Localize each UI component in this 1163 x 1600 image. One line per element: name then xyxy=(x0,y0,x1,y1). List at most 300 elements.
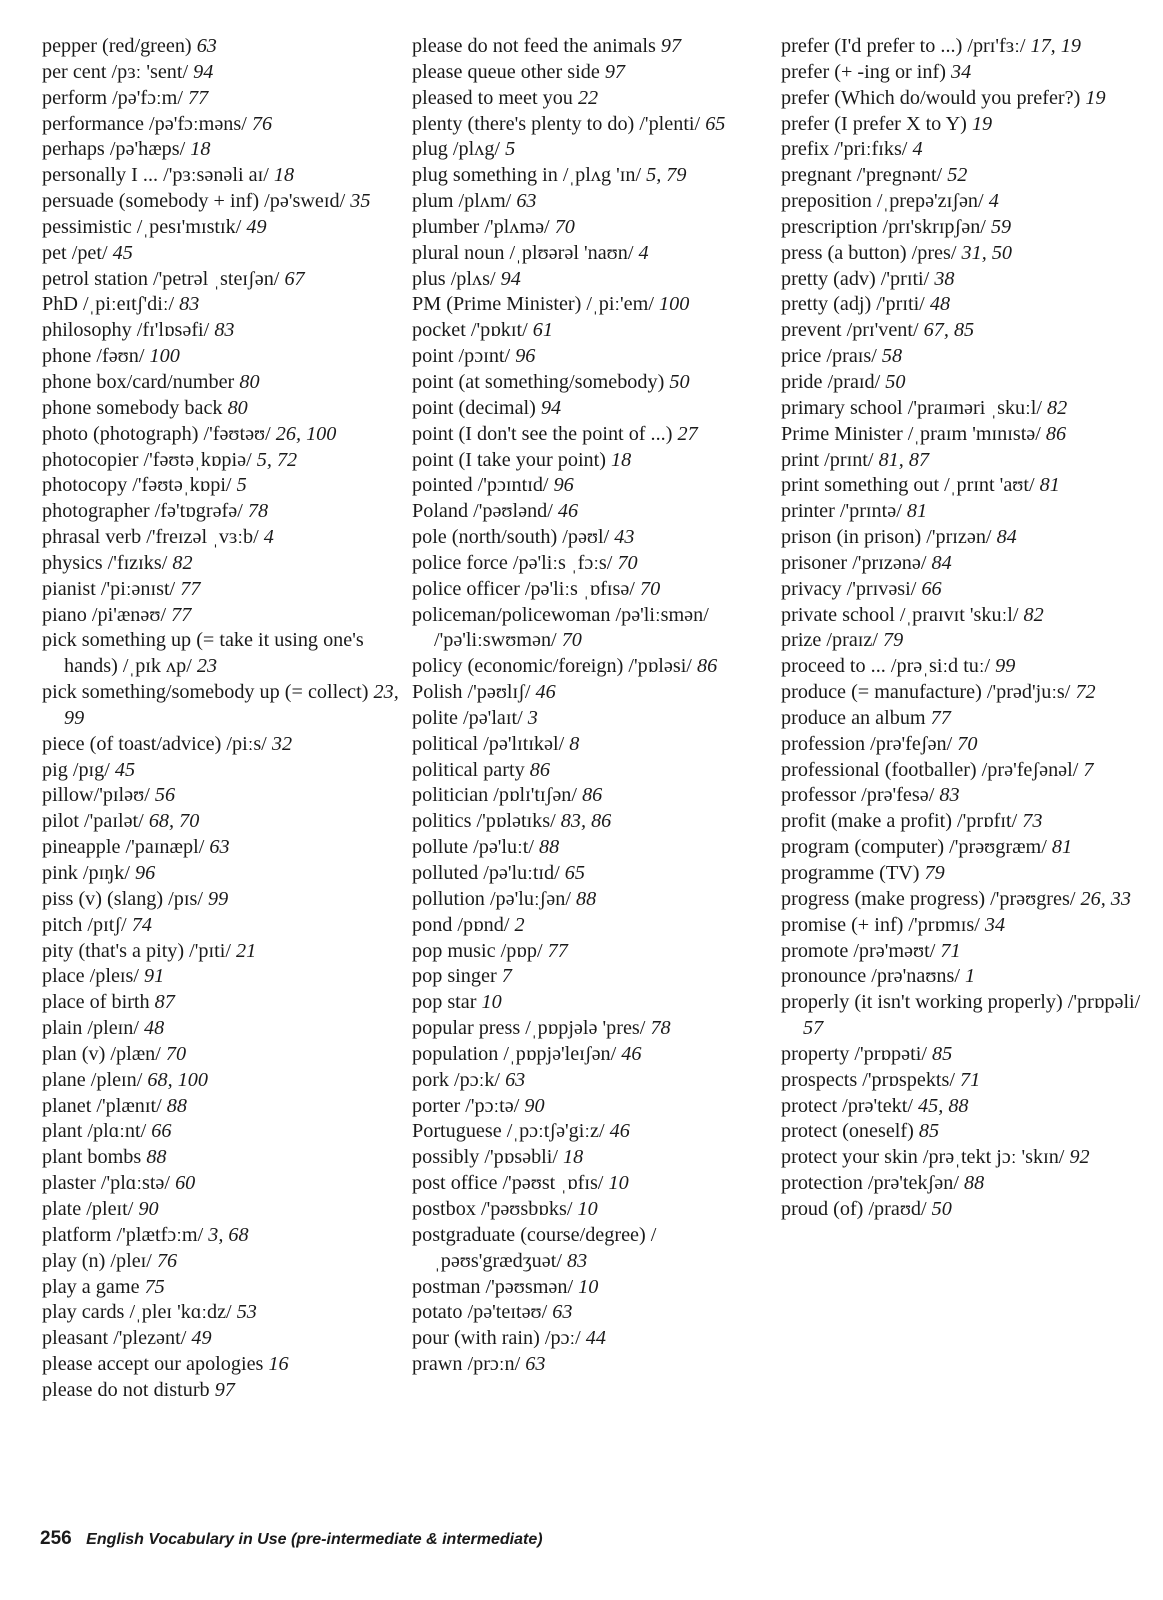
entry-word: prize /praɪz/ xyxy=(781,629,878,652)
entry-word: plum /plʌm/ xyxy=(412,190,512,213)
index-entry xyxy=(781,163,1145,189)
index-entry xyxy=(412,1352,772,1378)
entry-page-ref: 66 xyxy=(921,577,942,600)
entry-page-ref: 18 xyxy=(273,164,295,187)
book-title: English Vocabulary in Use (pre-intermediate & intermediate) xyxy=(86,1531,543,1548)
entry-page-ref: 5 xyxy=(236,474,247,497)
entry-word: profession /prə'feʃən/ xyxy=(781,732,953,755)
entry-page-ref: 70 xyxy=(561,629,582,652)
entry-word: protection /prə'tekʃən/ xyxy=(781,1172,959,1195)
index-entry xyxy=(781,887,1145,913)
index-entry xyxy=(781,577,1145,603)
index-entry xyxy=(781,1068,1145,1094)
index-entry xyxy=(781,1119,1145,1145)
entry-word: perhaps /pə'hæps/ xyxy=(42,138,186,161)
entry-page-ref: 46 xyxy=(609,1120,630,1143)
entry-page-ref: 73 xyxy=(1022,810,1043,833)
index-entry xyxy=(781,1145,1145,1171)
index-entry xyxy=(42,1016,402,1042)
entry-word: phrasal verb /'freɪzəl ˌvɜːb/ xyxy=(42,526,259,549)
index-entry xyxy=(412,1068,772,1094)
entry-word: prefix /'priːfɪks/ xyxy=(781,138,908,161)
entry-page-ref: 26, 33 xyxy=(1080,887,1131,910)
index-entry xyxy=(42,137,402,163)
index-entry xyxy=(412,448,772,474)
index-entry xyxy=(412,344,772,370)
entry-page-ref: 63 xyxy=(209,836,230,859)
entry-page-ref: 88 xyxy=(539,836,560,859)
entry-word: policeman/policewoman /pə'liːsmən/ /'pə'liːswʊmən/ xyxy=(412,603,709,652)
entry-page-ref: 76 xyxy=(156,1249,178,1272)
entry-page-ref: 67, 85 xyxy=(923,319,975,342)
entry-word: piece (of toast/advice) /piːs/ xyxy=(42,732,267,755)
entry-page-ref: 17, 19 xyxy=(1030,35,1081,57)
entry-word: proud (of) /praʊd/ xyxy=(781,1197,927,1220)
index-entry xyxy=(412,1197,772,1223)
entry-word: prisoner /'prɪzənə/ xyxy=(781,551,927,574)
entry-page-ref: 27 xyxy=(677,422,698,445)
index-entry xyxy=(412,706,772,732)
entry-word: potato /pə'teɪtəʊ/ xyxy=(412,1301,548,1324)
entry-word: philosophy /fɪ'lɒsəfi/ xyxy=(42,319,210,342)
index-entry xyxy=(412,215,772,241)
entry-word: pig /pɪg/ xyxy=(42,758,110,781)
entry-page-ref: 92 xyxy=(1069,1146,1090,1169)
entry-word: promise (+ inf) /'prɒmɪs/ xyxy=(781,913,980,936)
index-entry xyxy=(412,189,772,215)
entry-page-ref: 82 xyxy=(1047,396,1068,419)
entry-word: pork /pɔːk/ xyxy=(412,1068,501,1091)
index-entry xyxy=(42,60,402,86)
index-entry xyxy=(412,680,772,706)
index-entry xyxy=(412,783,772,809)
entry-word: pessimistic /ˌpesɪ'mɪstɪk/ xyxy=(42,215,242,238)
index-entry xyxy=(781,835,1145,861)
entry-page-ref: 50 xyxy=(931,1197,952,1220)
entry-word: pity (that's a pity) /'pɪti/ xyxy=(42,939,231,962)
index-entry xyxy=(42,1223,402,1249)
index-entry xyxy=(412,241,772,267)
entry-word: protect (oneself) xyxy=(781,1120,914,1143)
entry-page-ref: 4 xyxy=(263,526,274,549)
entry-page-ref: 53 xyxy=(236,1301,257,1324)
entry-word: produce (= manufacture) /'prəd'juːs/ xyxy=(781,681,1071,704)
entry-word: place of birth xyxy=(42,991,150,1014)
index-entry xyxy=(42,1249,402,1275)
entry-word: pop music /pɒp/ xyxy=(412,939,543,962)
index-entry xyxy=(781,525,1145,551)
index-entry xyxy=(412,1326,772,1352)
entry-page-ref: 34 xyxy=(984,913,1006,936)
entry-page-ref: 70 xyxy=(639,577,661,600)
index-entry xyxy=(412,396,772,422)
entry-word: property /'prɒpəti/ xyxy=(781,1042,927,1065)
entry-word: protect /prə'tekt/ xyxy=(781,1094,913,1117)
index-entry xyxy=(42,1352,402,1378)
index-entry xyxy=(781,137,1145,163)
index-entry xyxy=(412,990,772,1016)
entry-page-ref: 81 xyxy=(906,500,928,523)
index-entry xyxy=(412,577,772,603)
entry-word: PM (Prime Minister) /ˌpiː'em/ xyxy=(412,293,654,316)
entry-page-ref: 5 xyxy=(505,138,516,161)
entry-page-ref: 77 xyxy=(180,577,201,600)
entry-word: perform /pə'fɔːm/ xyxy=(42,86,183,109)
entry-page-ref: 63 xyxy=(552,1301,573,1324)
entry-page-ref: 78 xyxy=(247,500,269,523)
entry-page-ref: 70 xyxy=(554,215,575,238)
entry-word: Poland /'pəʊlənd/ xyxy=(412,500,553,523)
index-entry xyxy=(412,835,772,861)
entry-word: plug /plʌg/ xyxy=(412,138,501,161)
entry-word: post office /'pəʊst ˌɒfɪs/ xyxy=(412,1172,604,1195)
entry-page-ref: 81 xyxy=(1039,474,1060,497)
entry-word: piano /pi'ænəʊ/ xyxy=(42,603,167,626)
entry-word: policy (economic/foreign) /'pɒləsi/ xyxy=(412,655,692,678)
index-entry xyxy=(781,732,1145,758)
entry-word: plumber /'plʌmə/ xyxy=(412,215,550,238)
index-entry xyxy=(42,344,402,370)
entry-word: plate /pleɪt/ xyxy=(42,1197,134,1220)
entry-word: police force /pə'liːs ˌfɔːs/ xyxy=(412,551,613,574)
entry-word: please queue other side xyxy=(412,60,600,83)
index-entry xyxy=(412,318,772,344)
entry-word: prefer (+ -ing or inf) xyxy=(781,60,946,83)
entry-word: prefer (Which do/would you prefer?) xyxy=(781,86,1081,109)
entry-page-ref: 65 xyxy=(705,112,726,135)
index-entry xyxy=(412,163,772,189)
entry-word: pianist /'piːənɪst/ xyxy=(42,577,176,600)
entry-word: pronounce /prə'naʊns/ xyxy=(781,965,960,988)
index-entry xyxy=(781,267,1145,293)
entry-page-ref: 68, 70 xyxy=(148,810,200,833)
entry-page-ref: 84 xyxy=(931,551,952,574)
index-entry xyxy=(781,499,1145,525)
index-entry xyxy=(412,1275,772,1301)
entry-page-ref: 97 xyxy=(214,1378,235,1401)
index-entry xyxy=(42,861,402,887)
entry-word: pineapple /'paɪnæpl/ xyxy=(42,836,205,859)
index-entry xyxy=(781,112,1145,138)
index-entry xyxy=(42,1378,402,1404)
index-entry xyxy=(42,1119,402,1145)
entry-page-ref: 49 xyxy=(191,1327,212,1350)
entry-page-ref: 78 xyxy=(650,1017,671,1040)
entry-page-ref: 60 xyxy=(175,1172,196,1195)
entry-page-ref: 82 xyxy=(1023,603,1044,626)
entry-word: please do not disturb xyxy=(42,1378,210,1401)
entry-page-ref: 18 xyxy=(611,448,632,471)
entry-word: pick something/somebody up (= collect) xyxy=(42,681,369,704)
entry-word: phone somebody back xyxy=(42,396,223,419)
index-entry xyxy=(781,1094,1145,1120)
entry-page-ref: 34 xyxy=(951,60,972,83)
entry-word: prawn /prɔːn/ xyxy=(412,1353,521,1376)
entry-page-ref: 45 xyxy=(114,758,136,781)
entry-page-ref: 86 xyxy=(1045,422,1067,445)
entry-word: prefer (I prefer X to Y) xyxy=(781,112,967,135)
entry-word: pour (with rain) /pɔː/ xyxy=(412,1327,581,1350)
index-entry xyxy=(412,1171,772,1197)
index-column-3 xyxy=(781,34,1145,1223)
index-entry xyxy=(412,758,772,784)
entry-page-ref: 100 xyxy=(149,345,180,368)
entry-word: professor /prə'fesə/ xyxy=(781,784,935,807)
entry-word: programme (TV) xyxy=(781,862,920,884)
index-entry xyxy=(781,473,1145,499)
entry-page-ref: 63 xyxy=(196,35,217,57)
entry-page-ref: 99 xyxy=(995,655,1016,678)
entry-word: primary school /'praɪməri ˌskuːl/ xyxy=(781,396,1042,419)
index-entry xyxy=(781,86,1145,112)
entry-word: plaster /'plɑːstə/ xyxy=(42,1172,171,1195)
entry-page-ref: 77 xyxy=(171,603,192,626)
entry-word: postman /'pəʊsmən/ xyxy=(412,1275,574,1298)
entry-word: pretty (adv) /'prɪti/ xyxy=(781,267,930,290)
entry-page-ref: 22 xyxy=(577,86,599,109)
entry-page-ref: 87 xyxy=(154,991,175,1014)
entry-page-ref: 5, 72 xyxy=(256,448,298,471)
index-entry xyxy=(42,913,402,939)
entry-word: photocopy /'fəʊtəˌkɒpi/ xyxy=(42,474,232,497)
entry-word: privacy /'prɪvəsi/ xyxy=(781,577,917,600)
entry-page-ref: 70 xyxy=(957,732,978,755)
index-entry xyxy=(42,241,402,267)
entry-page-ref: 18 xyxy=(563,1146,584,1169)
index-entry xyxy=(42,732,402,758)
entry-page-ref: 71 xyxy=(940,939,961,962)
entry-word: politician /pɒlɪ'tɪʃən/ xyxy=(412,784,578,807)
index-entry xyxy=(42,34,402,60)
entry-page-ref: 88 xyxy=(964,1172,985,1195)
entry-word: photocopier /'fəʊtəˌkɒpiə/ xyxy=(42,448,252,471)
entry-word: polluted /pə'luːtɪd/ xyxy=(412,862,560,884)
entry-word: performance /pə'fɔːməns/ xyxy=(42,112,247,135)
entry-page-ref: 26, 100 xyxy=(275,422,337,445)
entry-word: postgraduate (course/degree) /ˌpəʊs'grædʒuət/ xyxy=(412,1223,657,1272)
entry-word: photo (photograph) /'fəʊtəʊ/ xyxy=(42,422,271,445)
index-entry xyxy=(412,137,772,163)
index-entry xyxy=(42,267,402,293)
index-entry xyxy=(42,1042,402,1068)
entry-page-ref: 97 xyxy=(604,60,626,83)
entry-word: Portuguese /ˌpɔːtʃə'giːz/ xyxy=(412,1120,605,1143)
index-entry xyxy=(412,60,772,86)
entry-page-ref: 4 xyxy=(912,138,923,161)
index-entry xyxy=(42,887,402,913)
entry-word: pilot /'paɪlət/ xyxy=(42,810,144,833)
index-entry xyxy=(42,396,402,422)
entry-word: pond /pɒnd/ xyxy=(412,913,510,936)
entry-page-ref: 63 xyxy=(505,1068,526,1091)
entry-page-ref: 56 xyxy=(154,784,176,807)
entry-page-ref: 66 xyxy=(151,1120,172,1143)
entry-word: pollute /pə'luːt/ xyxy=(412,836,534,859)
entry-page-ref: 74 xyxy=(131,913,152,936)
index-entry xyxy=(412,809,772,835)
entry-page-ref: 83, 86 xyxy=(560,810,612,833)
entry-page-ref: 2 xyxy=(514,913,525,936)
index-entry xyxy=(412,267,772,293)
entry-page-ref: 85 xyxy=(931,1042,953,1065)
index-entry xyxy=(781,448,1145,474)
entry-word: persuade (somebody + inf) /pə'sweɪd/ xyxy=(42,190,346,213)
entry-page-ref: 77 xyxy=(930,706,951,729)
index-entry xyxy=(781,706,1145,732)
entry-page-ref: 57 xyxy=(803,1017,824,1040)
entry-page-ref: 96 xyxy=(553,474,574,497)
index-entry xyxy=(42,1300,402,1326)
index-entry xyxy=(42,112,402,138)
entry-page-ref: 83 xyxy=(939,784,960,807)
entry-page-ref: 86 xyxy=(696,655,718,678)
entry-page-ref: 100 xyxy=(659,293,690,316)
entry-page-ref: 71 xyxy=(960,1068,981,1091)
entry-word: protect your skin /prəˌtekt jɔː 'skɪn/ xyxy=(781,1146,1065,1169)
index-entry xyxy=(781,1042,1145,1068)
entry-word: plus /plʌs/ xyxy=(412,267,496,290)
index-entry xyxy=(781,370,1145,396)
entry-page-ref: 90 xyxy=(138,1197,159,1220)
entry-page-ref: 58 xyxy=(881,345,903,368)
entry-page-ref: 4 xyxy=(988,190,999,213)
entry-page-ref: 72 xyxy=(1075,681,1096,704)
entry-word: pride /praɪd/ xyxy=(781,370,881,393)
entry-word: press (a button) /pres/ xyxy=(781,241,957,264)
entry-page-ref: 32 xyxy=(271,732,293,755)
entry-page-ref: 80 xyxy=(227,396,248,419)
entry-word: progress (make progress) /'prəʊgres/ xyxy=(781,887,1076,910)
index-entry xyxy=(42,628,402,680)
entry-word: pretty (adj) /'prɪti/ xyxy=(781,293,925,316)
index-entry xyxy=(412,654,772,680)
index-entry xyxy=(42,448,402,474)
index-entry xyxy=(42,499,402,525)
entry-word: place /pleɪs/ xyxy=(42,965,139,988)
entry-word: pitch /pɪtʃ/ xyxy=(42,913,127,936)
entry-page-ref: 10 xyxy=(608,1172,629,1195)
entry-word: pole (north/south) /pəʊl/ xyxy=(412,526,610,549)
entry-word: possibly /'pɒsəbli/ xyxy=(412,1146,558,1169)
entry-word: pointed /'pɔɪntɪd/ xyxy=(412,474,549,497)
entry-word: prescription /prɪ'skrɪpʃən/ xyxy=(781,215,986,238)
entry-page-ref: 76 xyxy=(251,112,273,135)
entry-page-ref: 96 xyxy=(515,345,536,368)
entry-page-ref: 61 xyxy=(532,319,553,342)
entry-page-ref: 88 xyxy=(166,1094,187,1117)
entry-page-ref: 80 xyxy=(239,370,260,393)
index-entry xyxy=(412,1300,772,1326)
entry-page-ref: 91 xyxy=(144,965,165,988)
entry-word: professional (footballer) /prə'feʃənəl/ xyxy=(781,758,1079,781)
entry-word: pet /pet/ xyxy=(42,241,108,264)
entry-word: personally I ... /'pɜːsənəli aɪ/ xyxy=(42,164,269,187)
entry-word: pleased to meet you xyxy=(412,86,573,109)
index-entry xyxy=(42,551,402,577)
entry-page-ref: 90 xyxy=(524,1094,545,1117)
entry-page-ref: 79 xyxy=(924,862,945,884)
index-entry xyxy=(42,1197,402,1223)
entry-page-ref: 43 xyxy=(614,526,635,549)
entry-word: porter /'pɔːtə/ xyxy=(412,1094,520,1117)
index-entry xyxy=(412,913,772,939)
entry-page-ref: 45 xyxy=(112,241,133,264)
entry-word: play a game xyxy=(42,1275,140,1298)
entry-word: prefer (I'd prefer to ...) /prɪ'fɜː/ xyxy=(781,35,1026,57)
entry-page-ref: 21 xyxy=(236,939,257,962)
entry-word: prison (in prison) /'prɪzən/ xyxy=(781,526,992,549)
index-entry xyxy=(781,422,1145,448)
entry-page-ref: 84 xyxy=(996,526,1017,549)
index-entry xyxy=(412,603,772,655)
index-entry xyxy=(781,913,1145,939)
entry-page-ref: 86 xyxy=(529,758,550,781)
index-entry xyxy=(781,861,1145,887)
entry-page-ref: 19 xyxy=(971,112,993,135)
entry-page-ref: 50 xyxy=(669,370,690,393)
entry-page-ref: 10 xyxy=(577,1197,598,1220)
entry-page-ref: 23, 99 xyxy=(64,681,399,729)
entry-word: polite /pə'laɪt/ xyxy=(412,706,523,729)
index-entry xyxy=(781,783,1145,809)
index-entry xyxy=(42,680,402,732)
entry-page-ref: 16 xyxy=(268,1353,289,1376)
index-entry xyxy=(42,1171,402,1197)
entry-word: platform /'plætfɔːm/ xyxy=(42,1223,204,1246)
entry-word: prevent /prɪ'vent/ xyxy=(781,319,919,342)
index-entry xyxy=(412,86,772,112)
entry-page-ref: 70 xyxy=(165,1042,187,1065)
entry-word: pocket /'pɒkɪt/ xyxy=(412,319,528,342)
index-entry xyxy=(412,422,772,448)
index-entry xyxy=(412,112,772,138)
entry-word: point (decimal) xyxy=(412,396,536,419)
index-entry xyxy=(781,758,1145,784)
entry-word: photographer /fə'tɒgrəfə/ xyxy=(42,500,243,523)
entry-word: please do not feed the animals xyxy=(412,35,656,57)
entry-word: PhD /ˌpiːeɪtʃ'diː/ xyxy=(42,293,175,316)
entry-word: please accept our apologies xyxy=(42,1353,264,1376)
index-entry xyxy=(781,603,1145,629)
index-entry xyxy=(42,1094,402,1120)
entry-page-ref: 3, 68 xyxy=(208,1223,249,1246)
index-entry xyxy=(781,939,1145,965)
index-entry xyxy=(781,215,1145,241)
entry-word: point (I don't see the point of ...) xyxy=(412,422,673,445)
entry-page-ref: 88 xyxy=(146,1146,167,1169)
entry-page-ref: 77 xyxy=(547,939,568,962)
entry-word: physics /'fɪzɪks/ xyxy=(42,551,168,574)
index-entry xyxy=(781,809,1145,835)
index-entry xyxy=(42,1145,402,1171)
entry-word: political party xyxy=(412,758,525,781)
entry-page-ref: 94 xyxy=(500,267,521,290)
index-entry xyxy=(412,887,772,913)
entry-page-ref: 48 xyxy=(929,293,951,316)
entry-page-ref: 8 xyxy=(569,732,580,755)
entry-page-ref: 4 xyxy=(638,241,649,264)
index-entry xyxy=(42,783,402,809)
entry-page-ref: 35 xyxy=(350,190,371,213)
entry-page-ref: 49 xyxy=(246,215,267,238)
index-entry xyxy=(42,318,402,344)
entry-word: price /praɪs/ xyxy=(781,345,877,368)
entry-word: private school /ˌpraɪvɪt 'skuːl/ xyxy=(781,603,1019,626)
entry-word: plain /pleɪn/ xyxy=(42,1017,139,1040)
entry-word: phone /fəʊn/ xyxy=(42,345,145,368)
entry-word: population /ˌpɒpjə'leɪʃən/ xyxy=(412,1042,617,1065)
entry-page-ref: 46 xyxy=(621,1042,642,1065)
